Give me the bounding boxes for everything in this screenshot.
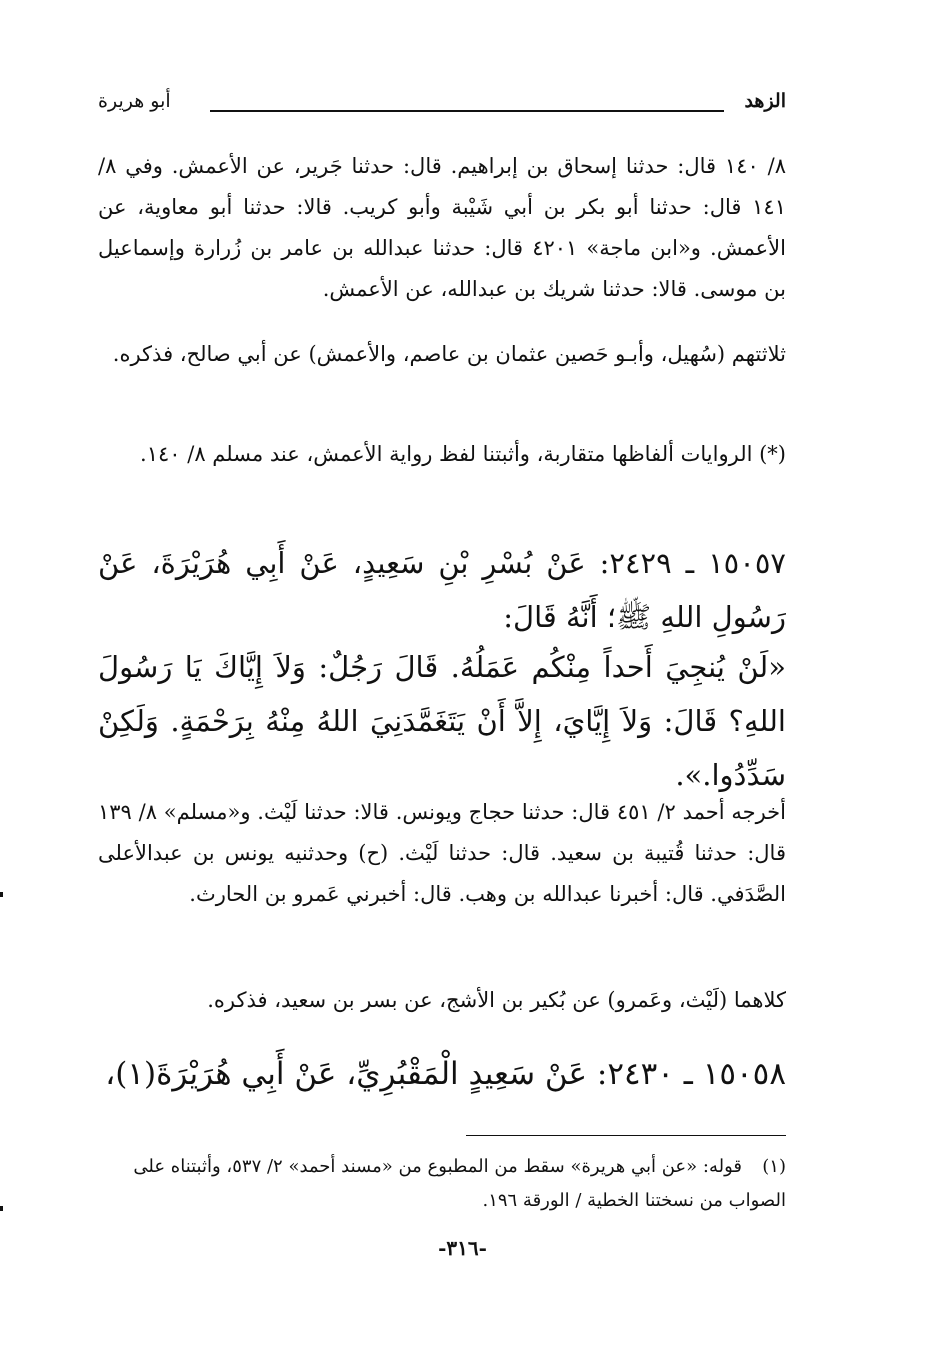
paragraph-text: أخرجه أحمد ٢/ ٤٥١ قال: حدثنا حجاج ويونس. قالا: حدثنا لَيْث. و«مسلم» ٨/ ١٣٩ قال: حدثنا قُتيبة بن سعيد. قال: حدثنا لَيْث. (ح) وحدثنيه يونس بن عبدالأعلى الصَّدَفي. قال: أخبرنا عبدالله بن وهب. قال: أخبرني عَمرو بن الحارث. xyxy=(98,800,786,906)
hadith-heading-text: ١٥٠٥٨ ـ ٢٤٣٠: عَنْ سَعِيدٍ الْمَقْبُرِيِّ، عَنْ أَبِي هُرَيْرَةَ(١)، xyxy=(105,1056,786,1092)
chapter-title: الزهد xyxy=(744,90,786,112)
paragraph-text: ٨/ ١٤٠ قال: حدثنا إسحاق بن إبراهيم. قال: حدثنا جَرير، عن الأعمش. وفي ٨/ ١٤١ قال: حدثنا أبو بكر بن أبي شَيْبة وأبو كريب. قالا: حدثنا أبو معاوية، عن الأعمش. و«ابن ماجة» ٤٢٠١ قال: حدثنا عبدالله بن عامر بن زُرارة وإسماعيل بن موسى. قالا: حدثنا شريك بن عبدالله، عن الأعمش. xyxy=(98,154,786,301)
page-number: -٣١٦- xyxy=(438,1236,487,1260)
hadith-heading-15057 xyxy=(98,536,786,644)
scan-mark xyxy=(0,892,3,897)
scan-mark xyxy=(0,1206,3,1211)
hadith-heading-15058 xyxy=(98,1048,786,1100)
paragraph-text: ثلاثتهم (سُهيل، وأبـو حَصين عثمان بن عاصم، والأعمش) عن أبي صالح، فذكره. xyxy=(112,342,786,366)
header-rule xyxy=(210,110,724,112)
paragraph-text: (*) الروايات ألفاظها متقاربة، وأثبتنا لفظ رواية الأعمش، عند مسلم ٨/ ١٤٠. xyxy=(140,442,786,466)
isnad-paragraph-2 xyxy=(98,334,786,375)
narrator-title: أبو هريرة xyxy=(98,90,171,112)
footnote-number: (١) xyxy=(762,1156,786,1177)
footnote xyxy=(98,1150,786,1218)
summary-paragraph xyxy=(98,980,786,1021)
takhrij-paragraph xyxy=(98,792,786,915)
hadith-heading-text: ١٥٠٥٧ ـ ٢٤٢٩: عَنْ بُسْرِ بْنِ سَعِيدٍ، عَنْ أَبِي هُرَيْرَةَ، عَنْ رَسُولِ اللهِ ﷺ؛ أَنَّهُ قَالَ: xyxy=(98,546,786,634)
hadith-matn-text: «لَنْ يُنجِيَ أَحداً مِنْكُم عَمَلُهُ. قَالَ رَجُلٌ: وَلاَ إِيَّاكَ يَا رَسُولَ اللهِ؟ قَالَ: وَلاَ إِيَّايَ، إِلاَّ أَنْ يَتَغَمَّدَنِيَ اللهُ مِنْهُ بِرَحْمَةٍ. وَلَكِنْ سَدِّدُوا.». xyxy=(98,650,786,792)
footnote-separator xyxy=(466,1135,786,1136)
note-paragraph xyxy=(98,434,786,475)
footnote-text: قوله: «عن أبي هريرة» سقط من المطبوع من «مسند أحمد» ٢/ ٥٣٧، وأثبتناه على الصواب من نسختنا الخطية / الورقة ١٩٦. xyxy=(133,1156,786,1211)
running-header xyxy=(98,88,786,122)
hadith-matn xyxy=(98,640,786,802)
isnad-paragraph-1 xyxy=(98,146,786,310)
paragraph-text: كلاهما (لَيْث، وعَمرو) عن بُكير بن الأشج، عن بسر بن سعيد، فذكره. xyxy=(207,988,786,1012)
